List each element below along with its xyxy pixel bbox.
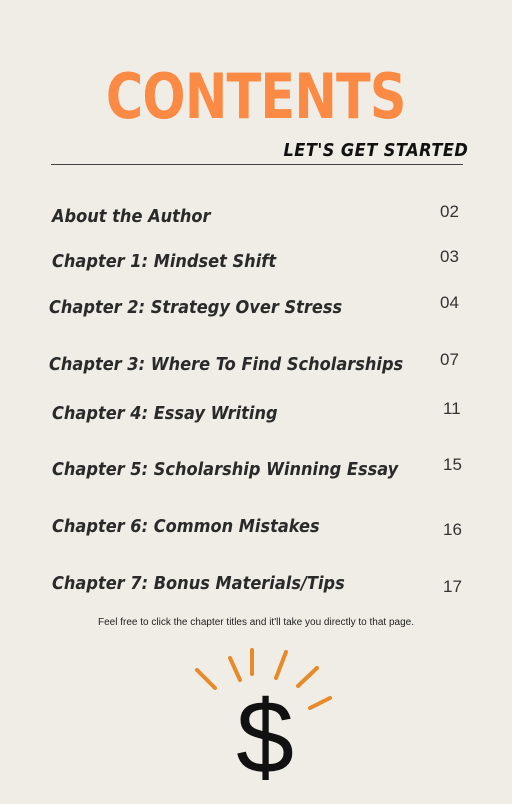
title-divider	[51, 164, 463, 165]
toc-item-title[interactable]: About the Author	[52, 206, 211, 227]
toc-item-title[interactable]: Chapter 4: Essay Writing	[52, 403, 278, 424]
navigation-note: Feel free to click the chapter titles and it'll take you directly to that page.	[98, 617, 414, 628]
toc-item-chapter-4[interactable]	[0, 399, 512, 433]
toc-item-chapter-1[interactable]	[0, 247, 512, 281]
toc-item-page: 15	[443, 455, 462, 474]
toc-item-page: 17	[443, 577, 462, 596]
toc-item-title[interactable]: Chapter 7: Bonus Materials/Tips	[52, 573, 345, 594]
toc-item-title[interactable]: Chapter 6: Common Mistakes	[52, 516, 320, 537]
toc-item-chapter-5[interactable]	[0, 455, 512, 489]
toc-item-title[interactable]: Chapter 1: Mindset Shift	[52, 251, 277, 272]
toc-item-title[interactable]: Chapter 2: Strategy Over Stress	[49, 297, 343, 318]
toc-item-title[interactable]: Chapter 5: Scholarship Winning Essay	[52, 459, 399, 480]
toc-item-about-author[interactable]	[0, 202, 512, 236]
toc-item-chapter-6[interactable]	[0, 516, 512, 546]
toc-item-page: 11	[443, 399, 461, 418]
dollar-sign-icon: $	[236, 680, 294, 796]
toc-item-page: 02	[440, 202, 459, 221]
toc-item-chapter-7[interactable]	[0, 573, 512, 603]
page-subtitle: LET'S GET STARTED	[283, 140, 468, 161]
toc-item-page: 03	[440, 247, 459, 266]
toc-item-chapter-2[interactable]	[0, 293, 512, 327]
toc-item-page: 07	[440, 350, 459, 369]
dollar-illustration	[180, 640, 340, 800]
toc-item-chapter-3[interactable]	[0, 350, 512, 384]
page-title: CONTENTS	[105, 60, 406, 133]
toc-item-page: 04	[440, 293, 459, 312]
toc-item-title[interactable]: Chapter 3: Where To Find Scholarships	[49, 354, 404, 375]
toc-item-page: 16	[443, 520, 462, 539]
